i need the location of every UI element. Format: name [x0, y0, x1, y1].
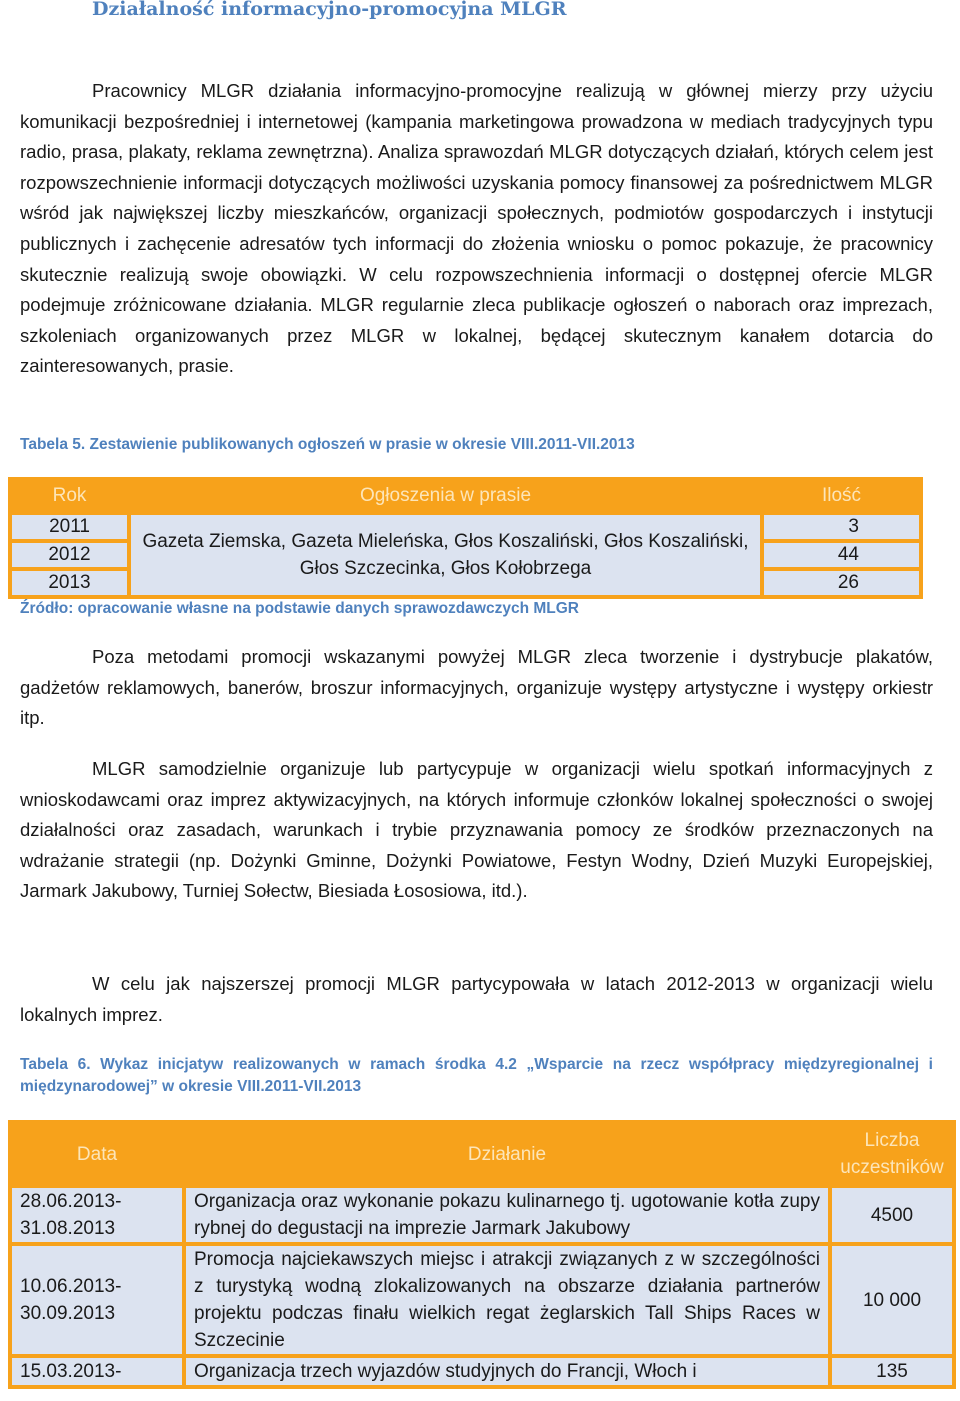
- section-heading: Działalność informacyjno-promocyjna MLGR: [92, 0, 567, 20]
- table5-year-cell: 2012: [12, 543, 127, 567]
- table6-date-cell: 28.06.2013-31.08.2013: [12, 1188, 182, 1242]
- table6-action-cell: Organizacja trzech wyjazdów studyjnych do Francji, Włoch i: [186, 1358, 828, 1385]
- table5-source: Źródło: opracowanie własne na podstawie danych sprawozdawczych MLGR: [20, 600, 579, 617]
- table-row: [12, 1188, 952, 1242]
- paragraph-intro: Pracownicy MLGR działania informacyjno-promocyjne realizują w głównej mierzy przy użyciu komunikacji bezpośredniej i internetowej (kampania marketingowa prowadzona w mediach tradycyjnych typu radio, prasa, plakaty, reklama zewnętrzna). Analiza sprawozdań MLGR dotyczących działań, których celem jest rozpowszechnienie informacji dotyczących możliwości uzyskania pomocy finansowej za pośrednictwem MLGR wśród jak największej liczby mieszkańców, organizacji społecznych, podmiotów gospodarczych i instytucji publicznych i zachęcenie adresatów tych informacji do złożenia wniosku o pomoc pokazuje, że pracownicy skutecznie realizują swoje obowiązki. W celu rozpowszechnienia informacji o dostępnej ofercie MLGR podejmuje zróżnicowane działania. MLGR regularnie zleca publikacje ogłoszeń o naborach oraz imprezach, szkoleniach organizowanych przez MLGR w lokalnej, będącej skutecznym kanałem dotarcia do zainteresowanych, prasie.: [20, 80, 933, 377]
- table6-count-cell: 135: [832, 1358, 952, 1385]
- table5-year-cell: 2011: [12, 515, 127, 539]
- table5-header-row: [12, 481, 919, 511]
- table6-header-row: [12, 1124, 952, 1184]
- table-row: [12, 515, 919, 539]
- table5-media-cell: Gazeta Ziemska, Gazeta Mieleńska, Głos Koszaliński, Głos Koszaliński, Głos Szczecinka, Głos Kołobrzega: [131, 515, 760, 595]
- paragraph-promotion-methods: Poza metodami promocji wskazanymi powyżej MLGR zleca tworzenie i dystrybucje plakatów, gadżetów reklamowych, banerów, broszur informacyjnych, organizuje występy artystyczne i występy orkiestr itp.: [20, 646, 933, 729]
- table6-header-action: Działanie: [186, 1124, 828, 1184]
- table6-caption: Tabela 6. Wykaz inicjatyw realizowanych w ramach środka 4.2 „Wsparcie na rzecz współpracy międzyregionalnej i międzynarodowej” w okresie VIII.2011-VII.2013: [20, 1056, 933, 1095]
- table5-header-media: Ogłoszenia w prasie: [131, 481, 760, 511]
- table5-count-cell: 44: [764, 543, 919, 567]
- table6: [8, 1120, 956, 1389]
- table5: [8, 477, 923, 599]
- table6-header-date: Data: [12, 1124, 182, 1184]
- table5-header-count: Ilość: [764, 481, 919, 511]
- table-row: [12, 1358, 952, 1385]
- table5-year-cell: 2013: [12, 571, 127, 595]
- table6-action-cell: Promocja najciekawszych miejsc i atrakcji związanych z w szczególności z turystyką wodną zlokalizowanych na obszarze działania partnerów projektu podczas finału wielkich regat żeglarskich Tall Ships Races w Szczecinie: [186, 1246, 828, 1354]
- table5-count-cell: 26: [764, 571, 919, 595]
- paragraph-local-events: W celu jak najszerszej promocji MLGR partycypowała w latach 2012-2013 w organizacji wielu lokalnych imprez.: [20, 973, 933, 1025]
- table6-date-cell: 15.03.2013-: [12, 1358, 182, 1385]
- table-row: [12, 1246, 952, 1354]
- table6-action-cell: Organizacja oraz wykonanie pokazu kulinarnego tj. ugotowanie kotła zupy rybnej do degustacji na imprezie Jarmark Jakubowy: [186, 1188, 828, 1242]
- table6-count-cell: 10 000: [832, 1246, 952, 1354]
- table5-count-cell: 3: [764, 515, 919, 539]
- table6-count-cell: 4500: [832, 1188, 952, 1242]
- table6-header-participants: Liczba uczestników: [832, 1124, 952, 1184]
- table5-caption: Tabela 5. Zestawienie publikowanych ogłoszeń w prasie w okresie VIII.2011-VII.2013: [20, 436, 635, 453]
- paragraph-meetings: MLGR samodzielnie organizuje lub partycypuje w organizacji wielu spotkań informacyjnych z wnioskodawcami oraz imprez aktywizacyjnych, na których informuje członków lokalnej społeczności o swojej działalności oraz zasadach, warunkach i trybie przyznawania pomocy ze środków przeznaczonych na wdrażanie strategii (np. Dożynki Gminne, Dożynki Powiatowe, Festyn Wodny, Dzień Muzyki Europejskiej, Jarmark Jakubowy, Turniej Sołectw, Biesiada Łososiowa, itd.).: [20, 758, 933, 902]
- table6-date-cell: 10.06.2013-30.09.2013: [12, 1246, 182, 1354]
- table5-header-year: Rok: [12, 481, 127, 511]
